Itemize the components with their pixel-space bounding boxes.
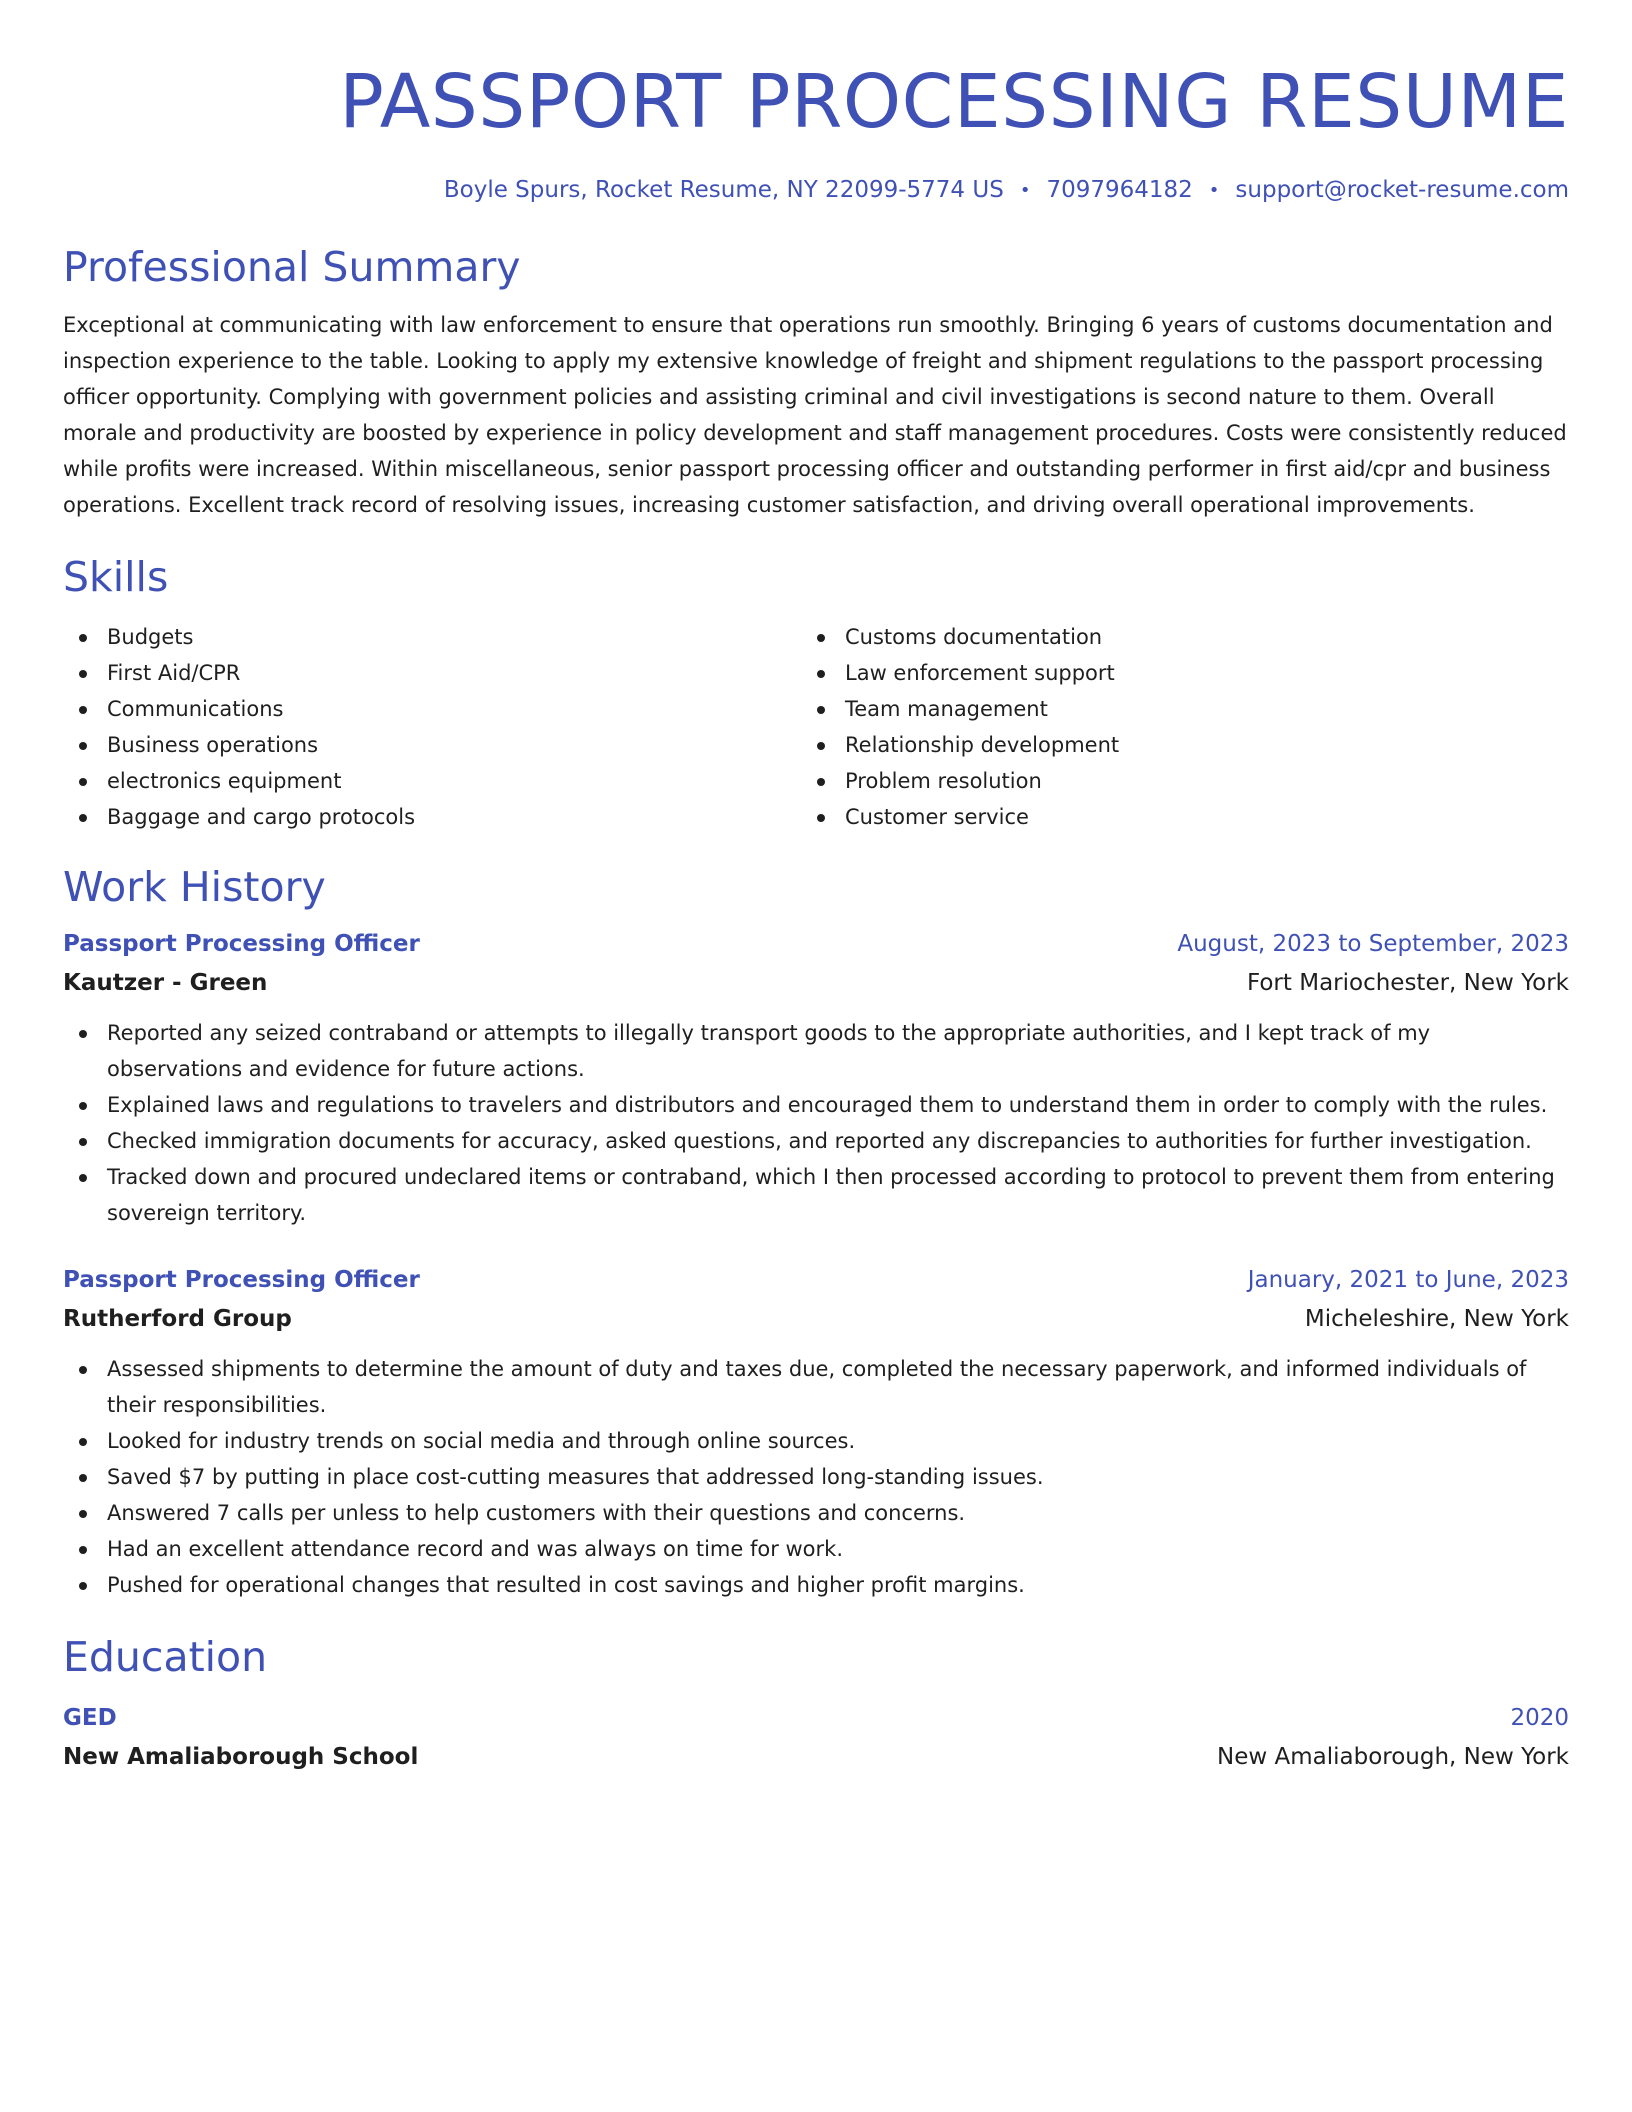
education-subheader [63, 1737, 1569, 1777]
contact-email: support@rocket-resume.com [1235, 177, 1569, 203]
education-header [63, 1699, 1569, 1737]
skills-column-left [63, 619, 801, 835]
job-bullet: Explained laws and regulations to travelers and distributors and encouraged them to understand them in order to comply with the rules. [63, 1087, 1569, 1123]
job-company: Rutherford Group [63, 1306, 292, 1332]
job-company: Kautzer - Green [63, 970, 268, 996]
skill-item: Business operations [63, 727, 801, 763]
skill-item: Communications [63, 691, 801, 727]
job-location: Fort Mariochester, New York [1246, 970, 1569, 996]
job-subheader [63, 1299, 1569, 1339]
job-title: Passport Processing Officer [63, 1267, 420, 1293]
education-heading: Education [63, 1633, 268, 1681]
work-history-heading: Work History [63, 863, 326, 911]
job-bullets [63, 1015, 1569, 1231]
job-bullet: Saved $7 by putting in place cost-cutting measures that addressed long-standing issues. [63, 1459, 1569, 1495]
skill-item: Team management [801, 691, 1539, 727]
job-bullets [63, 1351, 1569, 1603]
contact-separator: • [1019, 180, 1031, 201]
contact-phone: 7097964182 [1046, 177, 1193, 203]
education-entry [63, 1699, 1569, 1777]
education-school: New Amaliaborough School [63, 1744, 419, 1770]
job-title: Passport Processing Officer [63, 931, 420, 957]
skill-item: Law enforcement support [801, 655, 1539, 691]
job-header [63, 1261, 1569, 1299]
job-entry [63, 925, 1569, 1231]
job-bullet: Tracked down and procured undeclared items or contraband, which I then processed according to protocol to prevent them from entering sovereign territory. [63, 1159, 1569, 1231]
job-bullet: Pushed for operational changes that resulted in cost savings and higher profit margins. [63, 1567, 1569, 1603]
skills-column-right [801, 619, 1539, 835]
job-dates: August, 2023 to September, 2023 [1177, 931, 1569, 957]
job-entry [63, 1261, 1569, 1603]
job-subheader [63, 963, 1569, 1003]
job-bullet: Answered 7 calls per unless to help customers with their questions and concerns. [63, 1495, 1569, 1531]
job-bullet: Reported any seized contraband or attempts to illegally transport goods to the appropriate authorities, and I kept track of my observations and evidence for future actions. [63, 1015, 1569, 1087]
job-header [63, 925, 1569, 963]
resume-title: PASSPORT PROCESSING RESUME [339, 59, 1569, 145]
contact-address: Boyle Spurs, Rocket Resume, NY 22099-5774 US [443, 177, 1004, 203]
summary-heading: Professional Summary [63, 243, 521, 291]
skill-item: First Aid/CPR [63, 655, 801, 691]
skills-list [63, 619, 1569, 835]
skill-item: Customs documentation [801, 619, 1539, 655]
skill-item: Budgets [63, 619, 801, 655]
education-year: 2020 [1510, 1705, 1569, 1731]
education-degree: GED [63, 1705, 117, 1731]
contact-separator: • [1208, 180, 1220, 201]
job-bullet: Assessed shipments to determine the amount of duty and taxes due, completed the necessary paperwork, and informed individuals of their responsibilities. [63, 1351, 1569, 1423]
skill-item: Baggage and cargo protocols [63, 799, 801, 835]
job-bullet: Looked for industry trends on social media and through online sources. [63, 1423, 1569, 1459]
skill-item: Relationship development [801, 727, 1539, 763]
summary-text: Exceptional at communicating with law enforcement to ensure that operations run smoothly. Bringing 6 years of customs documentation and inspection experience to the table. Looking to apply my extensive knowledge of freight and shipment regulations to the passport processing officer opportunity. Complying with government policies and assisting criminal and civil investigations is second nature to them. Overall morale and productivity are boosted by experience in policy development and staff management procedures. Costs were consistently reduced while profits were increased. Within miscellaneous, senior passport processing officer and outstanding performer in first aid/cpr and business operations. Excellent track record of resolving issues, increasing customer satisfaction, and driving overall operational improvements. [63, 313, 1567, 517]
job-bullet: Had an excellent attendance record and was always on time for work. [63, 1531, 1569, 1567]
skill-item: electronics equipment [63, 763, 801, 799]
skill-item: Problem resolution [801, 763, 1539, 799]
job-location: Micheleshire, New York [1304, 1306, 1569, 1332]
skill-item: Customer service [801, 799, 1539, 835]
skills-heading: Skills [63, 553, 169, 601]
job-dates: January, 2021 to June, 2023 [1247, 1267, 1569, 1293]
education-location: New Amaliaborough, New York [1217, 1744, 1569, 1770]
contact-line [63, 174, 1569, 207]
job-bullet: Checked immigration documents for accuracy, asked questions, and reported any discrepancies to authorities for further investigation. [63, 1123, 1569, 1159]
